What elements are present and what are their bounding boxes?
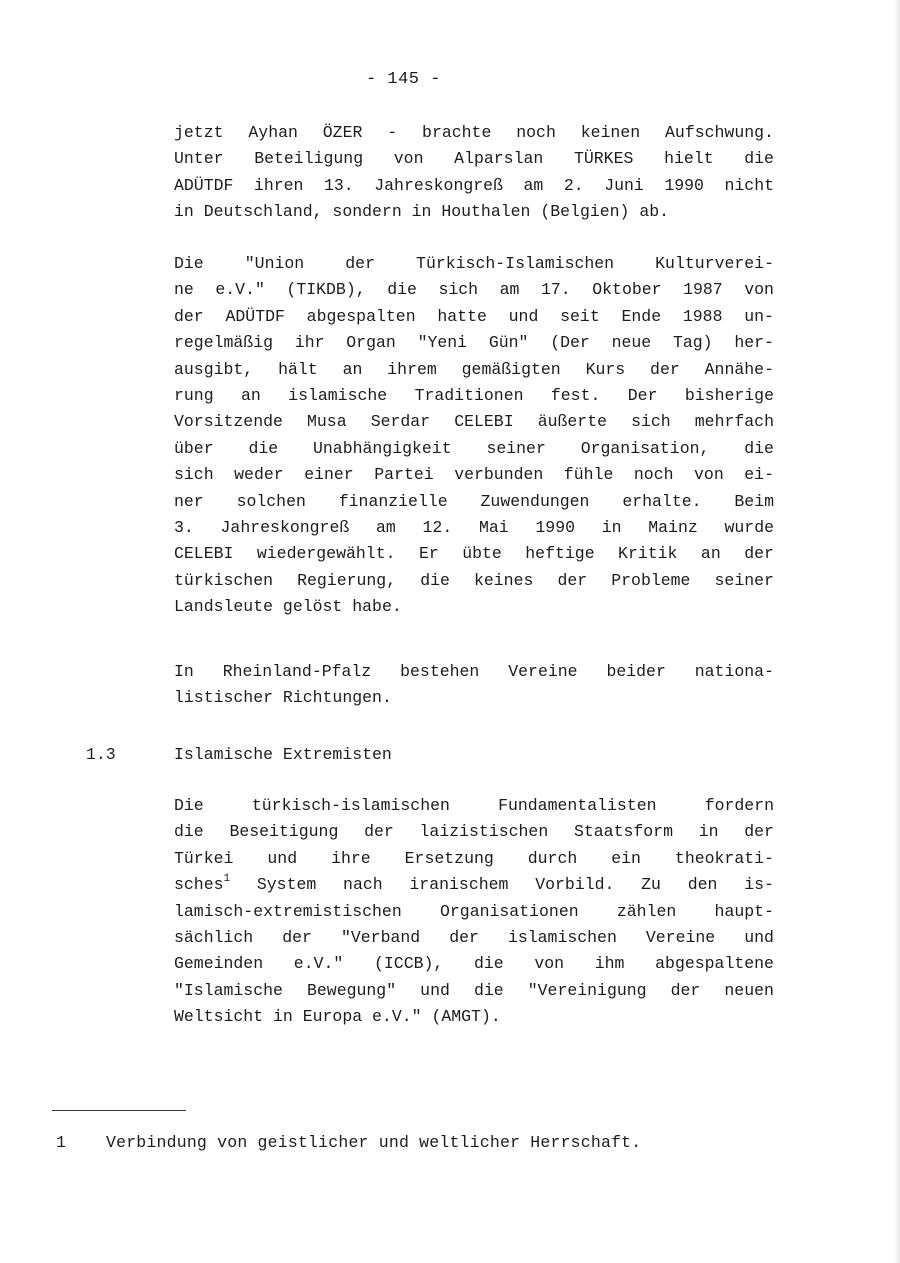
word: bisherige xyxy=(684,385,774,405)
word: ÖZER xyxy=(322,123,363,142)
paragraph-4 xyxy=(174,793,774,1031)
word: über xyxy=(174,438,214,458)
word: noch xyxy=(516,123,556,142)
word: Staatsform xyxy=(573,822,673,842)
word: hatte xyxy=(437,306,487,326)
word: heftige xyxy=(525,544,595,564)
word: Zuwendungen xyxy=(480,491,590,511)
word xyxy=(174,872,230,898)
text-line xyxy=(174,515,774,541)
word: System xyxy=(256,875,317,895)
word: der xyxy=(650,359,680,379)
word: Die xyxy=(174,254,204,273)
word: Annähe- xyxy=(704,359,774,379)
word: türkisch-islamischen xyxy=(251,796,450,815)
word: Landsleute xyxy=(174,597,274,617)
word: Organisationen xyxy=(440,901,579,921)
word: (AMGT). xyxy=(431,1007,501,1027)
word: Kulturverei- xyxy=(655,254,774,273)
word: jetzt xyxy=(174,123,224,142)
word: Aufschwung. xyxy=(665,123,774,142)
word: islamischen xyxy=(507,927,617,947)
word: keinen xyxy=(580,123,641,142)
footnote-separator xyxy=(52,1110,186,1111)
text-line xyxy=(174,436,774,462)
text-line xyxy=(174,951,774,977)
word: türkischen xyxy=(174,570,274,590)
text-line xyxy=(174,199,774,225)
word: der xyxy=(345,254,375,273)
paragraph-3 xyxy=(174,659,774,712)
text-line xyxy=(174,793,774,819)
word: in xyxy=(411,202,432,222)
word: Regierung, xyxy=(297,570,397,590)
word: äußerte xyxy=(537,412,607,432)
word: Vorbild. xyxy=(535,875,615,895)
word: mehrfach xyxy=(694,412,774,432)
word: Beteiligung xyxy=(254,149,364,169)
word: 13. xyxy=(324,175,354,195)
word: Die xyxy=(174,796,204,815)
word: in xyxy=(273,1007,293,1027)
word: nach xyxy=(343,875,383,895)
word: und xyxy=(508,306,539,326)
word: Vereine xyxy=(645,927,716,947)
word: Weltsicht xyxy=(174,1007,264,1027)
word: habe. xyxy=(352,597,402,617)
word: hält xyxy=(278,359,318,379)
word: und xyxy=(420,980,450,1000)
text-line xyxy=(174,568,774,594)
word: in xyxy=(174,202,194,222)
word: Mainz xyxy=(648,517,698,537)
word: 2. xyxy=(563,175,584,195)
word: iranischem xyxy=(409,875,509,895)
word: wurde xyxy=(724,517,774,537)
page-number: - 145 - xyxy=(366,70,441,89)
word: von xyxy=(694,465,724,485)
word: Partei xyxy=(374,465,434,485)
word: nicht xyxy=(724,175,774,195)
text-line xyxy=(174,251,774,277)
word: an xyxy=(342,359,363,379)
word: ADÜTDF xyxy=(174,175,234,195)
word: Serdar xyxy=(370,412,431,432)
word: 3. xyxy=(174,517,194,537)
word: die xyxy=(744,149,774,169)
text-line xyxy=(174,357,774,383)
word: Bewegung" xyxy=(306,980,397,1000)
word: in xyxy=(601,517,622,537)
word: durch xyxy=(527,848,578,868)
word: ihren xyxy=(253,175,304,195)
word: Probleme xyxy=(611,570,691,590)
word: Fundamentalisten xyxy=(498,796,657,815)
word: abgespalten xyxy=(306,306,416,326)
word: ADÜTDF xyxy=(225,306,285,326)
word: der xyxy=(449,927,479,947)
word: und xyxy=(744,927,774,947)
word: fordern xyxy=(704,796,774,815)
text-line xyxy=(174,409,774,435)
paragraph-2 xyxy=(174,251,774,620)
word: Alparslan xyxy=(454,149,544,169)
word: der xyxy=(364,822,394,842)
word: Der xyxy=(627,385,658,405)
word: die xyxy=(473,954,504,974)
word: die xyxy=(174,822,204,842)
word: - xyxy=(387,123,398,142)
word: weder xyxy=(234,465,284,485)
word: abgespaltene xyxy=(655,954,774,974)
text-line xyxy=(174,872,774,898)
text-line xyxy=(174,659,774,685)
word: "Vereinigung xyxy=(527,980,647,1000)
word: am xyxy=(499,280,520,300)
scan-edge-shadow xyxy=(894,0,900,1263)
text-line xyxy=(174,304,774,330)
word: wiedergewählt. xyxy=(256,544,396,564)
word: die xyxy=(744,438,774,458)
word: die xyxy=(387,280,417,300)
word: Mai xyxy=(478,517,509,537)
word: verbunden xyxy=(454,465,544,485)
word: Rheinland-Pfalz xyxy=(222,662,372,681)
word: CELEBI xyxy=(454,412,514,432)
word: 1988 xyxy=(682,306,723,326)
word: Unabhängigkeit xyxy=(312,438,452,458)
word: Organisation, xyxy=(580,438,710,458)
word: (TIKDB), xyxy=(286,280,366,300)
word: Ende xyxy=(621,306,662,326)
word: "Yeni xyxy=(417,333,468,353)
word: gelöst xyxy=(282,597,343,617)
word: ihm xyxy=(594,954,625,974)
word: neue xyxy=(611,333,652,353)
word: Jahreskongreß xyxy=(374,175,503,195)
word: der xyxy=(174,306,204,326)
word: her- xyxy=(734,333,774,353)
word: islamische xyxy=(288,385,388,405)
word: laizistischen xyxy=(419,822,549,842)
word: fest. xyxy=(550,385,601,405)
word: ne xyxy=(174,280,194,300)
word: Jahreskongreß xyxy=(220,517,350,537)
word: Türkei xyxy=(174,848,234,868)
word: noch xyxy=(633,465,674,485)
word: an xyxy=(700,544,721,564)
word: 12. xyxy=(422,517,453,537)
word: der xyxy=(557,570,588,590)
word: "Islamische xyxy=(174,980,283,1000)
word: lamisch-extremistischen xyxy=(174,901,402,921)
word: der xyxy=(744,822,774,842)
word: Oktober xyxy=(592,280,662,300)
word: sich xyxy=(174,465,214,485)
word: Europa xyxy=(302,1007,363,1027)
word: von xyxy=(393,149,424,169)
word: "Union xyxy=(244,254,305,273)
word: ei- xyxy=(744,465,774,485)
word: Vereine xyxy=(508,662,578,681)
word: der xyxy=(282,927,312,947)
word: ein xyxy=(611,848,641,868)
word: nationa- xyxy=(694,662,774,681)
word: fühle xyxy=(563,465,614,485)
word: der xyxy=(744,544,774,564)
word: is- xyxy=(744,875,774,895)
word: Beim xyxy=(734,491,774,511)
footnote-reference[interactable]: 1 xyxy=(223,872,231,885)
word: Ersetzung xyxy=(404,848,494,868)
text-line xyxy=(174,846,774,872)
word: Vorsitzende xyxy=(174,412,283,432)
word: regelmäßig xyxy=(174,333,274,353)
word: (Belgien) xyxy=(540,202,630,222)
word: sich xyxy=(438,280,479,300)
word: theokrati- xyxy=(674,848,774,868)
word: (Der xyxy=(550,333,590,353)
word: brachte xyxy=(422,123,492,142)
text-line xyxy=(174,489,774,515)
word: an xyxy=(240,385,261,405)
word: Deutschland, xyxy=(203,202,323,222)
word: Traditionen xyxy=(414,385,524,405)
text-line xyxy=(174,173,774,199)
word: Gün" xyxy=(488,333,529,353)
word-text: sches xyxy=(174,875,224,895)
word: am xyxy=(375,517,396,537)
word: listischer xyxy=(174,688,274,708)
word: CELEBI xyxy=(174,544,234,564)
word: 1990 xyxy=(664,175,704,195)
word: von xyxy=(534,954,565,974)
word: zählen xyxy=(616,901,677,921)
text-line xyxy=(174,146,774,172)
footnote-text: Verbindung von geistlicher und weltlicher Herrschaft. xyxy=(106,1133,642,1152)
word: solchen xyxy=(236,491,306,511)
text-line xyxy=(174,594,774,620)
word: 17. xyxy=(540,280,571,300)
word: finanzielle xyxy=(338,491,448,511)
word: ihrem xyxy=(387,359,437,379)
word: 1987 xyxy=(683,280,723,300)
word: Zu xyxy=(641,875,661,895)
word: beider xyxy=(606,662,666,681)
text-line xyxy=(174,330,774,356)
word: ab. xyxy=(639,202,670,222)
word: Houthalen xyxy=(441,202,531,222)
text-line xyxy=(174,120,774,146)
word: e.V." xyxy=(372,1007,422,1027)
text-line xyxy=(174,1004,774,1030)
word: Unter xyxy=(174,149,224,169)
word: sächlich xyxy=(174,927,254,947)
word: Türkisch-Islamischen xyxy=(416,254,615,273)
word: Juni xyxy=(604,175,644,195)
word: der xyxy=(670,980,701,1000)
word: die xyxy=(473,980,504,1000)
word: die xyxy=(420,570,450,590)
word: Musa xyxy=(307,412,347,432)
word: sondern xyxy=(332,202,402,222)
word: Tag) xyxy=(672,333,713,353)
word: die xyxy=(248,438,279,458)
word: ausgibt, xyxy=(174,359,254,379)
text-line xyxy=(174,383,774,409)
word: hielt xyxy=(664,149,714,169)
word: Ayhan xyxy=(248,123,298,142)
word: seit xyxy=(560,306,600,326)
word: rung xyxy=(174,385,214,405)
word: haupt- xyxy=(714,901,774,921)
word: ihre xyxy=(331,848,371,868)
text-line xyxy=(174,899,774,925)
word: gemäßigten xyxy=(461,359,561,379)
word: erhalte. xyxy=(622,491,702,511)
word: e.V." xyxy=(293,954,344,974)
word: neuen xyxy=(724,980,774,1000)
word: übte xyxy=(462,544,502,564)
word: 1990 xyxy=(535,517,575,537)
word: TÜRKES xyxy=(573,149,634,169)
word: Organ xyxy=(346,333,396,353)
word: Kritik xyxy=(618,544,678,564)
word: ner xyxy=(174,491,204,511)
word: Er xyxy=(418,544,439,564)
word: e.V." xyxy=(215,280,265,300)
word: von xyxy=(744,280,774,300)
text-line xyxy=(174,819,774,845)
word: bestehen xyxy=(400,662,480,681)
word: seiner xyxy=(486,438,546,458)
text-line xyxy=(174,685,774,711)
word: Richtungen. xyxy=(282,688,392,708)
word: den xyxy=(687,875,718,895)
word: sich xyxy=(631,412,671,432)
word: un- xyxy=(744,306,774,326)
word: seiner xyxy=(714,570,774,590)
word: einer xyxy=(304,465,354,485)
word: keines xyxy=(473,570,534,590)
text-line xyxy=(174,277,774,303)
paragraph-1 xyxy=(174,120,774,226)
word: ihr xyxy=(294,333,325,353)
section-number: 1.3 xyxy=(86,745,116,764)
word: in xyxy=(698,822,719,842)
word: Gemeinden xyxy=(174,954,264,974)
footnote-number: 1 xyxy=(56,1133,66,1152)
text-line xyxy=(174,462,774,488)
word: am xyxy=(523,175,544,195)
word: Beseitigung xyxy=(229,822,339,842)
section-heading: Islamische Extremisten xyxy=(174,745,392,764)
word: Kurs xyxy=(585,359,626,379)
word: In xyxy=(174,662,194,681)
text-line xyxy=(174,978,774,1004)
text-line xyxy=(174,925,774,951)
text-line xyxy=(174,541,774,567)
word: (ICCB), xyxy=(373,954,444,974)
word: und xyxy=(267,848,298,868)
word: "Verband xyxy=(340,927,421,947)
